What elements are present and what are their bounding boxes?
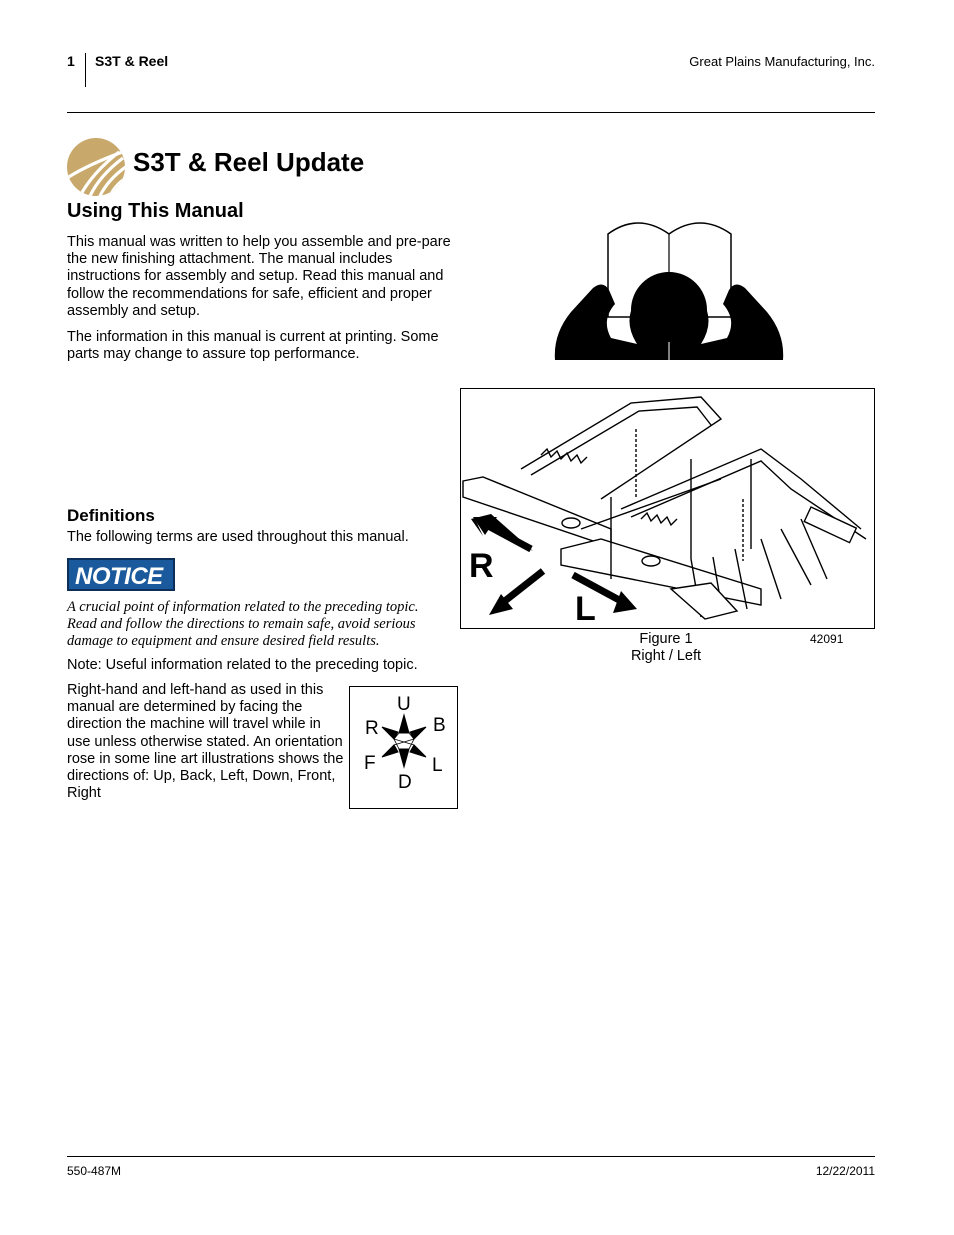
note-description: Note: Useful information related to the preceding topic. xyxy=(67,657,418,673)
footer-doc-number: 550-487M xyxy=(67,1164,122,1178)
person-reading-icon xyxy=(553,212,785,377)
right-left-hand-description: Right-hand and left-hand as used in this manual are determined by facing the direction the machine will travel while in use unless otherwise stated. An orientation rose in some line art illustrations shows the directions of: Up, Back, Left, Down, Front, Right xyxy=(67,682,344,802)
header-company: Great Plains Manufacturing, Inc. xyxy=(689,54,875,69)
rose-front: F xyxy=(364,753,376,774)
notice-description: A crucial point of information related to the preceding topic. Read and follow the directions to remain safe, avoid serious damage to equipment and ensure desired field results. xyxy=(67,599,419,650)
definitions-intro: The following terms are used throughout this manual. xyxy=(67,529,409,545)
rose-back: B xyxy=(433,715,446,736)
intro-paragraph: This manual was written to help you assemble and pre-pare the new finishing attachment. The manual includes instructions for assembly and setup. Read this manual and follow the recommendations for safe, efficient and proper assembly and setup. xyxy=(67,234,451,319)
header-rule xyxy=(67,112,875,113)
label-right: R xyxy=(469,547,494,585)
figure-caption-number: Figure 1 xyxy=(639,631,693,647)
rose-down: D xyxy=(398,772,412,793)
notice-badge xyxy=(67,558,175,591)
header-section: S3T & Reel xyxy=(95,53,169,69)
currency-paragraph: The information in this manual is current at printing. Some parts may change to assure top performance. xyxy=(67,329,439,363)
page-number: 1 xyxy=(67,53,75,69)
footer-rule xyxy=(67,1156,875,1157)
rose-up: U xyxy=(397,694,411,715)
notice-label: NOTICE xyxy=(75,563,163,590)
orientation-rose xyxy=(349,686,458,809)
header-divider xyxy=(85,53,86,87)
rose-left: L xyxy=(432,755,443,776)
label-left: L xyxy=(575,590,596,628)
figure-right-left xyxy=(460,388,875,629)
figure-caption-title: Right / Left xyxy=(630,648,702,664)
machine-illustration xyxy=(461,389,874,628)
rose-right: R xyxy=(365,718,379,739)
footer-date: 12/22/2011 xyxy=(815,1164,875,1178)
figure-caption xyxy=(586,631,746,665)
page-title: S3T & Reel Update xyxy=(133,147,365,177)
great-plains-logo-icon xyxy=(67,138,125,196)
figure-id: 42091 xyxy=(810,632,844,646)
section-heading-definitions: Definitions xyxy=(67,506,155,525)
section-heading-using-manual: Using This Manual xyxy=(67,200,244,222)
